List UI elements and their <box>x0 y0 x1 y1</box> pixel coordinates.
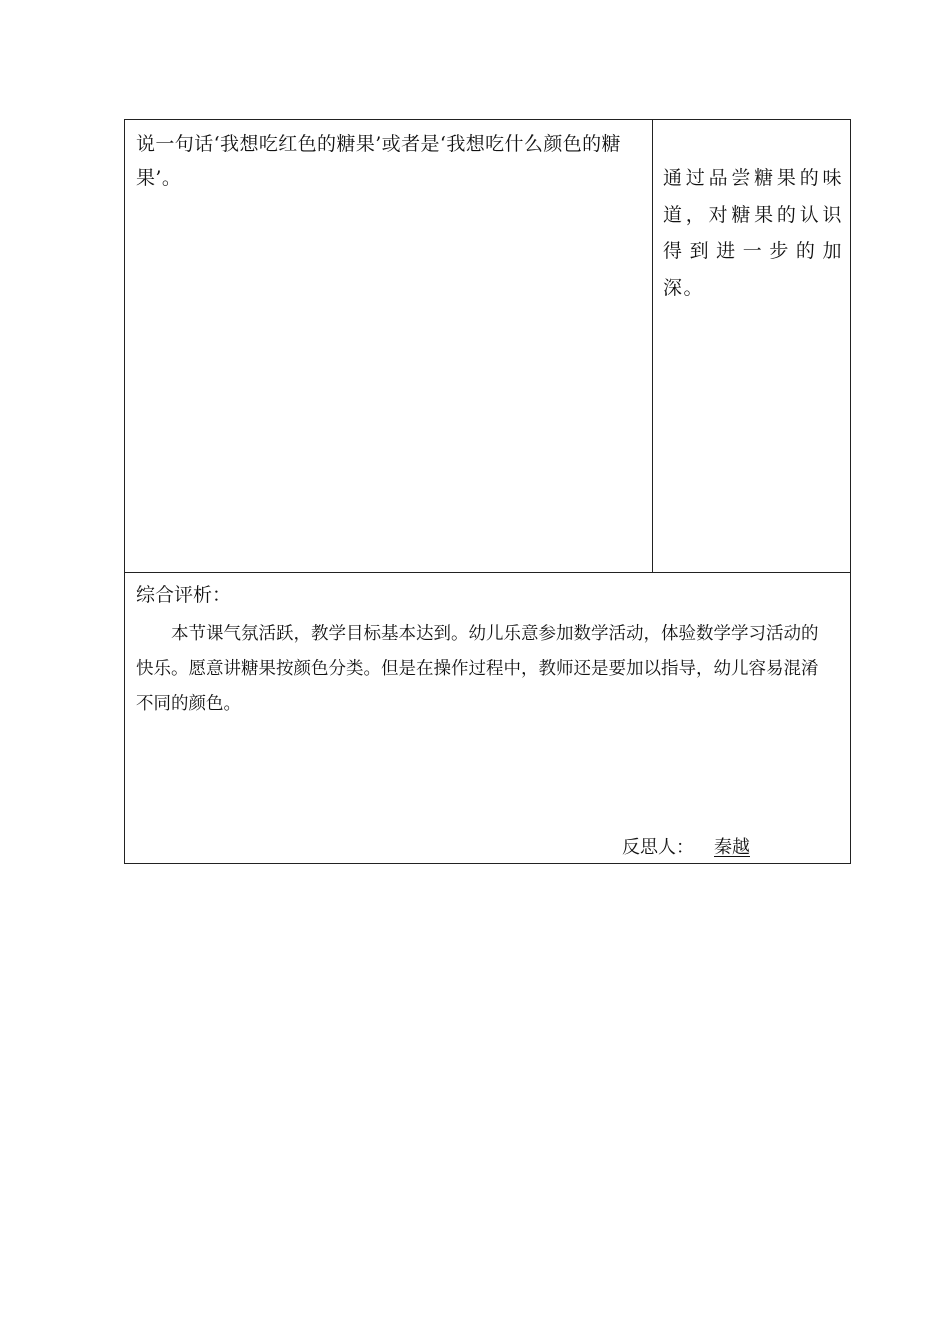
evaluation-heading: 综合评析： <box>136 584 232 606</box>
lesson-table <box>124 119 851 864</box>
activity-row <box>125 120 850 573</box>
purpose-text: 通过品尝糖果的味道，对糖果的认识得到进一步的加深。 <box>663 167 843 299</box>
signature-label: 反思人： <box>622 837 694 858</box>
signature-name: 秦越 <box>714 837 750 858</box>
activity-text: 说一句话‘我想吃红色的糖果’或者是‘我想吃什么颜色的糖果’。 <box>136 133 621 189</box>
evaluation-row <box>125 573 850 863</box>
activity-cell <box>125 120 653 572</box>
evaluation-body: 本节课气氛活跃，教学目标基本达到。幼儿乐意参加数学活动，体验数学学习活动的快乐。愿意讲糖果按颜色分类。但是在操作过程中，教师还是要加以指导，幼儿容易混淆不同的颜色。 <box>136 624 819 714</box>
signature-line <box>622 837 772 859</box>
purpose-cell <box>653 120 850 572</box>
